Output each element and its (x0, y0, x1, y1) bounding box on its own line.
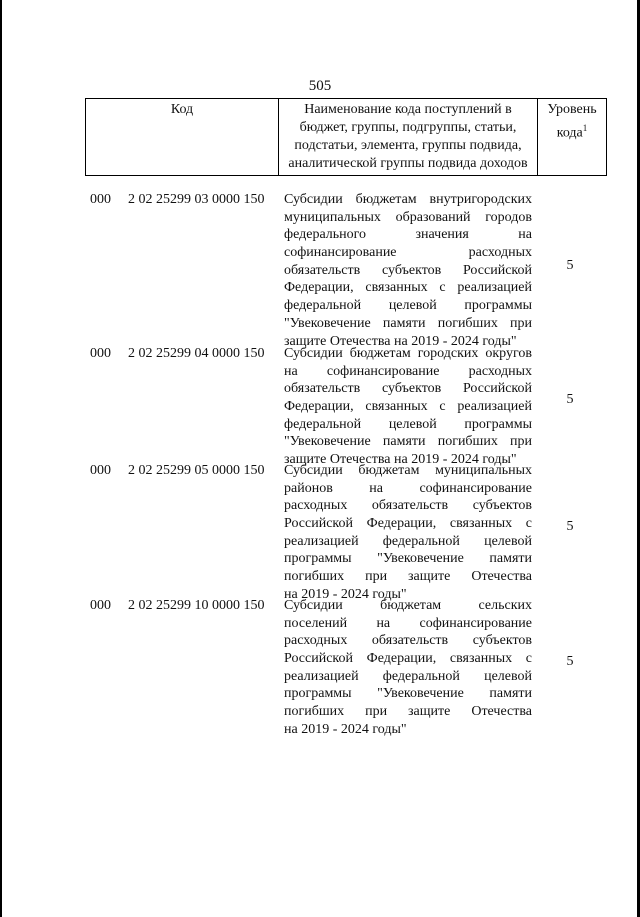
code-name-line: софинансирование расходных (284, 245, 532, 261)
code-name-line: защите Отечества на 2019 - 2024 годы" (284, 333, 517, 349)
code-name-line: Субсидии бюджетам городских округов (284, 346, 532, 361)
header-name-cell (279, 99, 538, 176)
table-row (85, 345, 603, 470)
code-level: 5 (566, 654, 574, 669)
code-name-line: федеральной целевой программы (284, 298, 532, 314)
code-name (284, 462, 532, 604)
code-level: 5 (566, 519, 574, 534)
code-name-line: районов на софинансирование (284, 480, 532, 496)
admin-code: 000 (90, 346, 111, 361)
table-row (85, 597, 603, 742)
budget-code: 2 02 25299 04 0000 150 (128, 346, 265, 361)
admin-code: 000 (90, 192, 111, 207)
code-name-line: расходных обязательств субъектов (284, 633, 532, 649)
code-name-line: программы "Увековечение памяти (284, 686, 532, 702)
code-name-line: "Увековечение памяти погибших при (284, 434, 532, 450)
code-name-line: на софинансирование расходных (284, 363, 532, 379)
header-level-cell (538, 99, 607, 176)
code-name-line: реализацией федеральной целевой (284, 533, 532, 549)
code-name-line: на 2019 - 2024 годы" (284, 721, 407, 737)
code-name-line: расходных обязательств субъектов (284, 498, 532, 514)
code-name-line: погибших при защите Отечества (284, 704, 532, 720)
code-name-line: обязательств субъектов Российской (284, 381, 532, 397)
table-header (85, 98, 607, 176)
code-name-line: защите Отечества на 2019 - 2024 годы" (284, 452, 517, 468)
code-name-line: "Увековечение памяти погибших при (284, 315, 532, 331)
code-name-line: Федерации, связанных с реализацией (284, 280, 532, 296)
code-name-line: программы "Увековечение памяти (284, 551, 532, 567)
admin-code: 000 (90, 598, 111, 613)
code-name-line: реализацией федеральной целевой (284, 668, 532, 684)
code-name (284, 191, 532, 350)
admin-code: 000 (90, 463, 111, 478)
code-name-line: Российской Федерации, связанных с (284, 651, 532, 667)
code-name-line: поселений на софинансирование (284, 615, 532, 631)
code-level: 5 (566, 392, 574, 407)
code-level: 5 (566, 258, 574, 273)
code-name (284, 597, 532, 739)
code-name-line: Федерации, связанных с реализацией (284, 399, 532, 415)
code-name-line: муниципальных образований городов (284, 209, 532, 225)
budget-code: 2 02 25299 05 0000 150 (128, 463, 265, 478)
budget-code: 2 02 25299 03 0000 150 (128, 192, 265, 207)
header-code-cell (86, 99, 279, 176)
code-name-line: федерального значения на (284, 227, 532, 243)
code-name-line: обязательств субъектов Российской (284, 262, 532, 278)
code-name-line: на 2019 - 2024 годы" (284, 586, 407, 602)
table-row (85, 191, 603, 351)
header-code-label: Код (170, 102, 194, 117)
table-row (85, 462, 603, 607)
code-name-line: Субсидии бюджетам муниципальных (284, 463, 532, 478)
code-name-line: Субсидии бюджетам сельских (284, 598, 532, 613)
code-name-line: Субсидии бюджетам внутригородских (284, 192, 532, 207)
header-name-label: Наименование кода поступлений в бюджет, группы, подгруппы, статьи, подстатьи, элемента, группы подвида, аналитической группы подвида доходов (288, 102, 528, 171)
code-name-line: погибших при защите Отечества (284, 569, 532, 585)
header-level-label: Уровень кода (547, 102, 597, 141)
code-name (284, 345, 532, 469)
page-number: 505 (308, 78, 332, 94)
scan-border-left (0, 0, 2, 917)
budget-code: 2 02 25299 10 0000 150 (128, 598, 265, 613)
header-level-footnote: 1 (582, 123, 588, 133)
code-name-line: федеральной целевой программы (284, 416, 532, 432)
code-name-line: Российской Федерации, связанных с (284, 516, 532, 532)
